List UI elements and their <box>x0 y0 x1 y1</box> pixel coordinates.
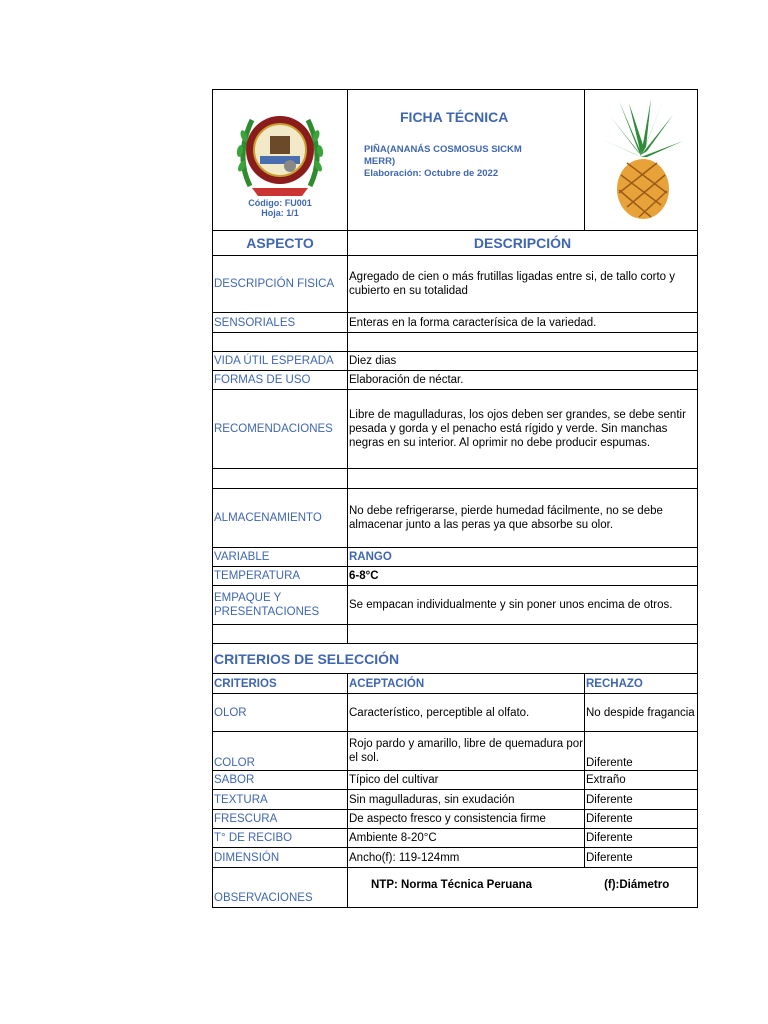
criterion-acceptance: Característico, perceptible al olfato. <box>348 694 585 732</box>
criterion-name: TEXTURA <box>213 790 348 810</box>
criterion-name: DIMENSIÓN <box>213 848 348 868</box>
product-name-line1: PIÑA(ANANÁS COSMOSUS SICKM <box>364 144 522 155</box>
criterion-acceptance: Ancho(f): 119-124mm <box>348 848 585 868</box>
pineapple-image <box>591 95 691 225</box>
technical-sheet-table <box>212 89 698 908</box>
temperature-label: TEMPERATURA <box>213 567 348 586</box>
elaboration-date: Elaboración: Octubre de 2022 <box>364 168 499 179</box>
ntp-note: NTP: Norma Técnica Peruana <box>371 879 533 891</box>
observations-label: OBSERVACIONES <box>213 868 348 908</box>
criterion-rejection: No despide fragancia <box>585 694 698 732</box>
criterion-acceptance: Típico del cultivar <box>348 771 585 790</box>
criterion-acceptance: Rojo pardo y amarillo, libre de quemadura por el sol. <box>348 732 585 771</box>
page-title: FICHA TÉCNICA <box>400 109 509 125</box>
product-image-cell <box>585 90 698 231</box>
product-name-line2: MERR) <box>364 156 396 167</box>
institution-logo <box>230 106 330 198</box>
packaging-value: Se empacan individualmente y sin poner unos encima de otros. <box>348 586 698 625</box>
recommendations-label: RECOMENDACIONES <box>213 390 348 469</box>
sensory-label: SENSORIALES <box>213 313 348 333</box>
title-cell <box>348 90 585 231</box>
description-column-header: DESCRIPCIÓN <box>348 231 698 256</box>
criterion-rejection: Extraño <box>585 771 698 790</box>
criterion-acceptance: De aspecto fresco y consistencia firme <box>348 810 585 829</box>
physical-description-value: Agregado de cien o más frutillas ligadas entre si, de tallo corto y cubierto en su totalidad <box>348 256 698 313</box>
variable-label: VARIABLE <box>213 548 348 567</box>
criterion-rejection: Diferente <box>585 810 698 829</box>
criterion-name: T° DE RECIBO <box>213 829 348 848</box>
storage-value: No debe refrigerarse, pierde humedad fácilmente, no se debe almacenar junto a las peras ya que absorbe su olor. <box>348 489 698 548</box>
diameter-note: (f):Diámetro <box>604 879 670 891</box>
document-code: Código: FU001 <box>248 197 312 208</box>
sensory-value: Enteras en la forma caracterísica de la variedad. <box>348 313 698 333</box>
acceptance-column-header: ACEPTACIÓN <box>348 674 585 694</box>
usage-forms-label: FORMAS DE USO <box>213 371 348 390</box>
physical-description-label: DESCRIPCIÓN FISICA <box>213 256 348 313</box>
usage-forms-value: Elaboración de néctar. <box>348 371 698 390</box>
criterion-name: OLOR <box>213 694 348 732</box>
logo-cell <box>213 90 348 231</box>
product-info <box>364 144 534 180</box>
observations-notes <box>348 868 698 908</box>
storage-label: ALMACENAMIENTO <box>213 489 348 548</box>
criterion-name: FRESCURA <box>213 810 348 829</box>
rejection-column-header: RECHAZO <box>585 674 698 694</box>
packaging-label: EMPAQUE Y PRESENTACIONES <box>213 586 348 625</box>
criterion-rejection: Diferente <box>585 848 698 868</box>
temperature-value: 6-8°C <box>348 567 698 586</box>
shelf-life-value: Diez dias <box>348 352 698 371</box>
criterion-rejection: Diferente <box>585 829 698 848</box>
recommendations-value: Libre de magulladuras, los ojos deben ser grandes, se debe sentir pesada y gorda y el penacho está rígido y verde. Sin manchas negras en su interior. Al oprimir no debe producir espumas. <box>348 390 698 469</box>
criterion-name: COLOR <box>213 732 348 771</box>
shelf-life-label: VIDA ÚTIL ESPERADA <box>213 352 348 371</box>
criterion-rejection: Diferente <box>585 790 698 810</box>
aspect-column-header: ASPECTO <box>213 231 348 256</box>
criterion-name: SABOR <box>213 771 348 790</box>
criterion-acceptance: Ambiente 8-20°C <box>348 829 585 848</box>
criteria-column-header: CRITERIOS <box>213 674 348 694</box>
criterion-acceptance: Sin magulladuras, sin exudación <box>348 790 585 810</box>
sheet-number: Hoja: 1/1 <box>261 207 299 218</box>
criterion-rejection: Diferente <box>585 732 698 771</box>
selection-criteria-title: CRITERIOS DE SELECCIÓN <box>213 644 698 674</box>
range-label: RANGO <box>348 548 698 567</box>
